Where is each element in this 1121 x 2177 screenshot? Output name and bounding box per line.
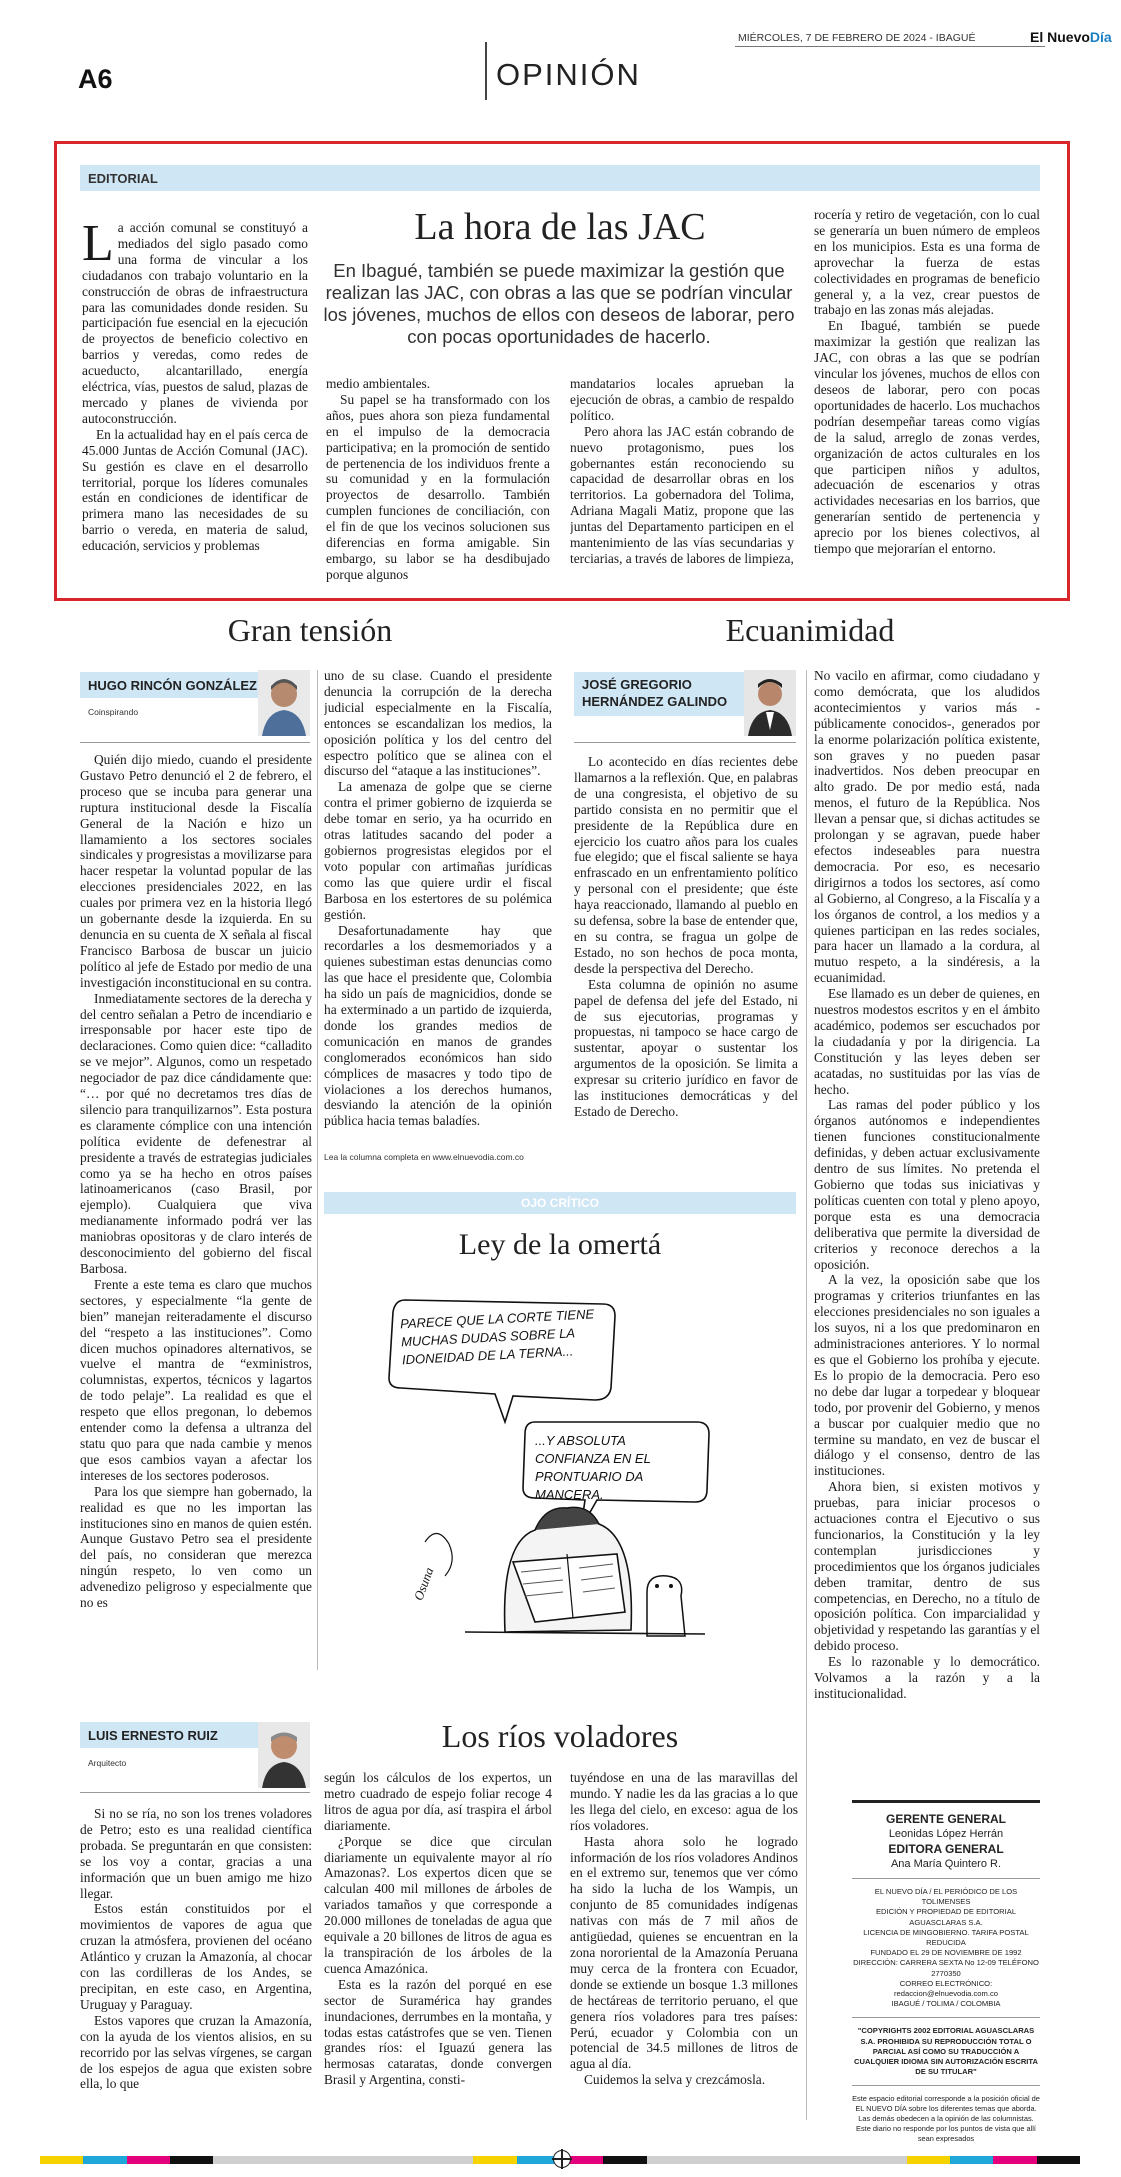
gran-tension-col-2 (324, 668, 552, 1148)
paragraph: Es lo razonable y lo democrático. Volvamos a la razón y a la institucionalidad. (814, 1654, 1040, 1701)
masthead-copyright: "COPYRIGHTS 2002 EDITORIAL AGUASCLARAS S.A. PROHIBIDA SU REPRODUCCIÓN TOTAL O PARCIAL ASÍ COMO SU TRADUCCIÓN A CUALQUIER IDIOMA SIN AUTORIZACIÓN ESCRITA DE SU TITULAR" (854, 2026, 1038, 2077)
editorial-label-bar (80, 165, 1040, 191)
author-name-line2: HERNÁNDEZ GALINDO (582, 694, 728, 709)
paragraph: Estos vapores que cruzan la Amazonía, con la ayuda de los vientos alisios, en su recorrido por las selvas vírgenes, se cargan de los espejos de agua que existen sobre ella, lo que (80, 2012, 312, 2092)
cartoon-title: Ley de la omertá (458, 1228, 662, 1261)
paragraph: Pero ahora las JAC están cobrando de nuevo protagonismo, pues los gobernantes están reconociendo su capacidad de desarrollar obras en los territorios. La gobernadora del Tolima, Adriana Magali Matiz, propone que las juntas del Departamento participen en el mantenimiento de las vías secundarias y terciarias, a través de labores de limpieza, (570, 423, 794, 566)
author-name-line1: JOSÉ GREGORIO (582, 677, 692, 692)
divider (80, 1792, 310, 1793)
author-name: LUIS ERNESTO RUIZ (88, 1728, 218, 1743)
brand-logo-b: Día (1089, 29, 1112, 45)
rios-col-1 (80, 1806, 312, 2116)
author-photo-ruiz (258, 1722, 310, 1788)
masthead-info-line: DIRECCIÓN: CARRERA SEXTA No 12-09 TELÉFONO 2770350 (853, 1958, 1039, 1978)
masthead-disclaimer: Este espacio editorial corresponde a la posición oficial de EL NUEVO DÍA sobre los diferentes temas que aborda. Las demás obedecen a la opinión de las columnistas. Este diario no responde por los puntos de vista que allí sean expresados (852, 2094, 1040, 2144)
header-rule (735, 46, 1045, 47)
author-role: Coinspirando (88, 707, 139, 717)
paragraph: Lo acontecido en días recientes debe llamarnos a la reflexión. Que, en palabras de una congresista, el objetivo de su partido consista en no permitir que el presidente de la República dure en ejercicio los cuatro años para los cuales fue elegido; que el fiscal saliente se haya enfrascado en un enfrentamiento político y personal con el presidente; que éste haya reaccionado, llamando al pueblo en su defensa, sobre la base de entender que, en su contra, se fragua un golpe de Estado, no son hechos de poca monta, desde la perspectiva del Derecho. (574, 754, 798, 976)
divider (574, 742, 796, 743)
brand-logo-a: El Nuevo (1030, 29, 1090, 45)
paragraph: rocería y retiro de vegetación, con lo cual se generaría un buen número de empleos en los municipios. Esta es una forma de aprovechar la fuerza de estas colectividades en programas de beneficio general y, a la vez, crear puestos de trabajo en las zonas más alejadas. (814, 207, 1040, 318)
rios-title: Los ríos voladores (441, 1718, 679, 1754)
paragraph: Inmediatamente sectores de la derecha y del centro señalan a Petro de incendiario e irresponsable por hacer este tipo de declaraciones. Como quien dice: “calladito se ve mejor”. Algunos, como un respetado negociador de paz dice cándidamente que: “… por qué no decretamos tres días de silencio para tranquilizarnos”. Esta postura es claramente cómplice con una intención política evidente de defenestrar al presidente a través de estrategias judiciales como ya se ha hecho en otros países latinoamericanos (caso Brasil, por ejemplo). Cualquiera que viva medianamente informado podrá ver las maniobras opositoras y de claro interés de desconocimiento del gobierno del fiscal Barbosa. (80, 990, 312, 1276)
cartoon-signature: Osuna (410, 1565, 437, 1603)
gran-tension-footnote[interactable]: Lea la columna completa en www.elnuevodia.com.co (324, 1152, 524, 1162)
paragraph: En la actualidad hay en el país cerca de 45.000 Juntas de Acción Comunal (JAC). Su gestión es clave en el desarrollo territorial, porque los líderes comunales están en condiciones de identificar de primera mano las necesidades de su barrio o vereda, en materia de salud, educación, servicios y problemas (82, 426, 308, 554)
paragraph: Su papel se ha transformado con los años, pues ahora son pieza fundamental en el impulso de la democracia participativa; en la promoción de sentido de pertenencia de los individuos frente a su comunidad y en la formulación proyectos de desarrollo. También cumplen funciones de conciliación, con el fin de que los vecinos solucionen sus diferencias en forma amigable. Sin embargo, su labor se ha desdibujado porque algunos (326, 391, 550, 582)
editora-label: EDITORA GENERAL (888, 1842, 1004, 1856)
editorial-col-4 (814, 207, 1040, 587)
paragraph: mandatarios locales aprueban la ejecución de obras, a cambio de respaldo político. (570, 376, 794, 423)
header-date: MIÉRCOLES, 7 DE FEBRERO DE 2024 - IBAGUÉ (738, 32, 976, 44)
paragraph: La amenaza de golpe que se cierne contra el primer gobierno de izquierda se debe tomar en serio, ya ha ocurrido en otras latitudes sacando del poder a gobiernos progresistas elegidos por el voto popular con artimañas jurídicas como las que quiere urdir el fiscal Barbosa en los estertores de su polémica gestión. (324, 779, 552, 922)
ojo-critico-label-bar (324, 1192, 796, 1214)
gerente-label: GERENTE GENERAL (885, 1812, 1006, 1826)
author-name: HUGO RINCÓN GONZÁLEZ (88, 678, 257, 693)
paragraph: No vacilo en afirmar, como ciudadano y como demócrata, que los aludidos acontecimientos y varios más -públicamente conocidos-, generados por la enorme polarización política existente, son graves y no pueden pasar inadvertidos. Nos deben preocupar en alto grado. De por medio está, nada menos, el futuro de la República. Nos llevan a pensar que, si dichas actitudes se prolongan y se agravan, puede haber efectos indeseables para nuestra democracia. Por eso, es necesario dirigirnos a todos los sectores, así como al Gobierno, al Congreso, a la Fiscalía y a los órganos de control, a los medios y a quienes participan en las redes sociales, para hacer un llamado a la cordura, al mutuo respeto, a la sindéresis, a la ecuanimidad. (814, 668, 1040, 986)
ecuanimidad-col-1 (574, 754, 798, 1164)
editorial-col-3 (570, 376, 794, 586)
cartoon-bubble-2: ...Y ABSOLUTA CONFIANZA EN EL PRONTUARIO DA MANCERA. (535, 1433, 651, 1502)
masthead-info-line: FUNDADO EL 29 DE NOVIEMBRE DE 1992 (870, 1948, 1022, 1958)
paragraph: Hasta ahora solo he logrado información de los ríos voladores Andinos en el extremo sur, tenemos que ver cómo ha sido la lucha de los Wampis, un conjunto de 85 comunidades indígenas nativas con más de 7 mil años de antigüedad, quienes se encuentran en la zona nororiental de la Amazonía Peruana muy cerca de la frontera con Ecuador, donde se extiende un bosque 1.3 millones de hectáreas de territorio peruano, el que genera ríos voladores para tres países: Perú, ecuador y Colombia con un potencial de 34.5 millones de litros de agua al día. (570, 1833, 798, 2072)
author-photo-hernandez (744, 670, 796, 736)
section-divider (485, 42, 487, 100)
paragraph: Estos están constituidos por el movimientos de vapores de agua que cruzan la atmósfera, provienen del océano Atlántico y cruzan la Amazonía, al chocar con las cordilleras de los Andes, se precipitan, en este caso, en Argentina, Uruguay y Paraguay. (80, 1901, 312, 2012)
cartoon-bubble-1: PARECE QUE LA CORTE TIENE MUCHAS DUDAS SOBRE LA IDONEIDAD DE LA TERNA... (399, 1306, 595, 1368)
ecuanimidad-title: Ecuanimidad (725, 612, 895, 648)
paragraph: uno de su clase. Cuando el presidente denuncia la corrupción de la derecha judicial especialmente en la Fiscalía, entonces se escandalizan los medios, la oposición política y los del centro del espectro político que se alinea con el discurso del “ataque a las instituciones”. (324, 668, 552, 779)
paragraph: Para los que siempre han gobernado, la realidad es que no les importan las instituciones sino en manos de quien estén. Aunque Gustavo Petro sea el presidente del país, no consideran que merezca ningún respeto, lo ven como un advenedizo peligroso y especialmente que no es (80, 1483, 312, 1611)
rios-col-3 (570, 1770, 798, 2120)
masthead-info-line: IBAGUÉ / TOLIMA / COLOMBIA (891, 1999, 1001, 2009)
divider (80, 742, 310, 743)
paragraph: En Ibagué, también se puede maximizar la gestión que realizan las JAC, con obras a las que se podrían vincular los jóvenes, muchos de ellos con deseos de laborar, pero con pocas oportunidades de hacerlo. Los muchachos podrían desempeñar tareas como vigías de la salud, arreglo de zonas verdes, organización de actos culturales en los que participen niños y adultos, adecuación de escenarios y otras actividades necesarias en los barrios, que generarían sentido de pertenencia y aprecio por los bienes colectivos, al tiempo que mejorarían el entorno. (814, 318, 1040, 557)
paragraph: tuyéndose en una de las maravillas del mundo. Y nadie les da las gracias a lo que les llega del cielo, en exceso: agua de los ríos voladores. (570, 1770, 798, 1833)
column-rule (806, 670, 807, 2120)
brand-logo[interactable] (1030, 29, 1112, 45)
rios-col-2 (324, 1770, 552, 2120)
author-photo-rincon (258, 670, 310, 736)
registration-mark-icon (553, 2150, 571, 2168)
paragraph: Esta columna de opinión no asume papel de defensa del jefe del Estado, ni de sus ejecutorias, programas y propuestas, ni tampoco se hace cargo de sustentar, apoyar o sustentar los argumentos de la oposición. Se limita a expresar su criterio jurídico en favor de las instituciones democráticas y del Estado de Derecho. (574, 976, 798, 1119)
editora-name: Ana María Quintero R. (890, 1858, 1002, 1870)
paragraph: Frente a este tema es claro que muchos sectores, y especialmente “la gente de bien” manejan reiteradamente el discurso del “respeto a las instituciones”. Como dicen muchos opinadores alternativos, se vuelve el mantra de “exministros, columnistas, expertos, técnicos y lagartos de todo pelaje”. La realidad es que el respeto que ellos pregonan, lo debemos entender como la defensa a ultranza del statu quo para que nada cambie y menos que esos cambios vayan a afectar los intereses de los sectores poderosos. (80, 1276, 312, 1483)
editorial-label: EDITORIAL (88, 171, 158, 186)
gerente-name: Leonidas López Herrán (888, 1828, 1004, 1840)
editorial-subtitle: En Ibagué, también se puede maximizar la gestión que realizan las JAC, con obras a las que se podrían vincular los jóvenes, muchos de ellos con deseos de laborar, pero con pocas oportunidades de hacerlo. (323, 260, 795, 347)
paragraph: según los cálculos de los expertos, un metro cuadrado de espejo foliar recoge 4 litros de agua por día, así traspira el árbol diariamente. (324, 1770, 552, 1833)
masthead-info-line: EDICIÓN Y PROPIEDAD DE EDITORIAL AGUASCLARAS S.A. (875, 1907, 1017, 1927)
author-role: Arquitecto (88, 1758, 127, 1768)
ecuanimidad-col-2 (814, 668, 1040, 1788)
gran-tension-title: Gran tensión (227, 612, 393, 648)
paragraph: Ese llamado es un deber de quienes, en nuestros modestos escritos y en el ámbito académico, podemos ser escuchados por la ciudadanía y por la dirigencia. La Constitución y las leyes deben ser acatadas, no sustituidas por las vías de hecho. (814, 986, 1040, 1097)
page-number: A6 (78, 64, 113, 94)
paragraph: Desafortunadamente hay que recordarles a los desmemoriados y a quienes subestiman estas denuncias como las que hace el presidente que, Colombia ha sido un país de magnicidios, donde se ha exterminado a un partido de izquierda, donde los grandes medios de comunicación en manos de grandes conglomerados económicos han sido cómplices de masacres y todo tipo de violaciones a los derechos humanos, desviando la atención de la opinión pública hacia temas baladíes. (324, 922, 552, 1129)
paragraph: Si no se ría, no son los trenes voladores de Petro; esto es una realidad científica probada. Se preguntarán en que consisten: se los voy a contar, gracias a una información que un buen amigo me hizo llegar. (80, 1806, 312, 1901)
ojo-critico-label: OJO CRÍTICO (520, 1196, 599, 1210)
gran-tension-col-1 (80, 752, 312, 1672)
masthead-info-line: EL NUEVO DÍA / EL PERIÓDICO DE LOS TOLIMENSES (874, 1887, 1018, 1907)
paragraph: Ahora bien, si existen motivos y pruebas, para iniciar procesos o actuaciones contra el Ejecutivo o sus funcionarios, la Constitución y la ley contemplan jurisdicciones y procedimientos que los órganos judiciales deben tramitar, dentro de sus competencias, en Derecho, no a título de oposición política. Con imparcialidad y objetividad y respetando las garantías y el debido proceso. (814, 1479, 1040, 1654)
masthead-rule-top (852, 1800, 1040, 1803)
paragraph: medio ambientales. (326, 376, 431, 391)
editorial-col-2 (326, 376, 550, 586)
paragraph: Cuidemos la selva y crezcámosla. (584, 2072, 766, 2088)
paragraph: Quién dijo miedo, cuando el presidente Gustavo Petro denunció el 2 de febrero, el proceso que se incuba para generar una ruptura institucional desde la Fiscalía General de la Nación e hizo un llamamiento a los sectores sociales sindicales y progresistas a movilizarse para hacer respetar la voluntad popular de las elecciones presidenciales 2022, en las cuales por primera vez en la historia llegó un gobernante desde la izquierda. En su denuncia en su cuenta de X señala al fiscal Francisco Barbosa de buscar un juicio político al jefe de Estado por medio de una investigación inconstitucional en su contra. (80, 752, 312, 990)
paragraph: ¿Porque se dice que circulan diariamente un equivalente mayor al río Amazonas?. Los expertos dicen que se calculan 400 mil millones de árboles de variados tamaños y que corresponde a 20.000 millones de toneladas de agua que equivale a 20 billones de litros de agua es la transpiración de los árboles de la cuenca Amazónica. (324, 1833, 552, 1976)
masthead-info-line[interactable]: CORREO ELECTRÓNICO: redaccion@elnuevodia.com.co (894, 1978, 998, 1999)
paragraph: Esta es la razón del porqué en ese sector de Suramérica hay grandes inundaciones, derrumbes en la montaña, y todas estas catástrofes que se ven. Tienen grandes ríos: el Iguazú genera las hermosas cataratas, donde convergen Brasil y Argentina, consti- (324, 1976, 552, 2088)
masthead-info-line: LICENCIA DE MINGOBIERNO. TARIFA POSTAL REDUCIDA (863, 1927, 1029, 1948)
paragraph: La acción comunal se constituyó a mediados del siglo pasado como una forma de vincular a los ciudadanos con trabajo voluntario en la construcción de obras de infraestructura para las comunidades donde residen. Su participación fue esencial en la ejecución de proyectos de beneficio colectivo en barrios y veredas, como redes de acueducto, alcantarillado, energía eléctrica, vías, puestos de salud, plazas de mercado y planes de vivienda por autoconstrucción. (82, 220, 308, 426)
paragraph: Las ramas del poder público y los órganos autónomos e independientes tienen funciones constitucionalmente definidas, y deben actuar exclusivamente dentro de sus límites. No pretenda el Gobierno que todas sus iniciativas y políticas cuenten con total y pleno apoyo, porque esta es una democracia deliberativa que permite la diversidad de criterios y reconoce derechos a la oposición. (814, 1097, 1040, 1272)
editorial-title: La hora de las JAC (414, 206, 706, 248)
masthead (852, 1812, 1040, 2144)
cartoon (385, 1292, 745, 1662)
editorial-col-1 (82, 220, 308, 580)
paragraph: A la vez, la oposición sabe que los programas y criterios triunfantes en las elecciones presidenciales no son iguales a los suyos, ni a los que predominaron en administraciones anteriores. Y lo normal es que el Gobierno los prohíba y ejecute. Es lo propio de la democracia. Pero eso no debe dar lugar a torpedear y bloquear todo, por provenir del Gobierno, y menos a buscar por cualquier medio que no termine su mandato, en vez de buscar el diálogo y el consenso, dentro de las instituciones. (814, 1272, 1040, 1479)
column-rule (317, 670, 318, 1670)
section-title: OPINIÓN (496, 57, 641, 92)
